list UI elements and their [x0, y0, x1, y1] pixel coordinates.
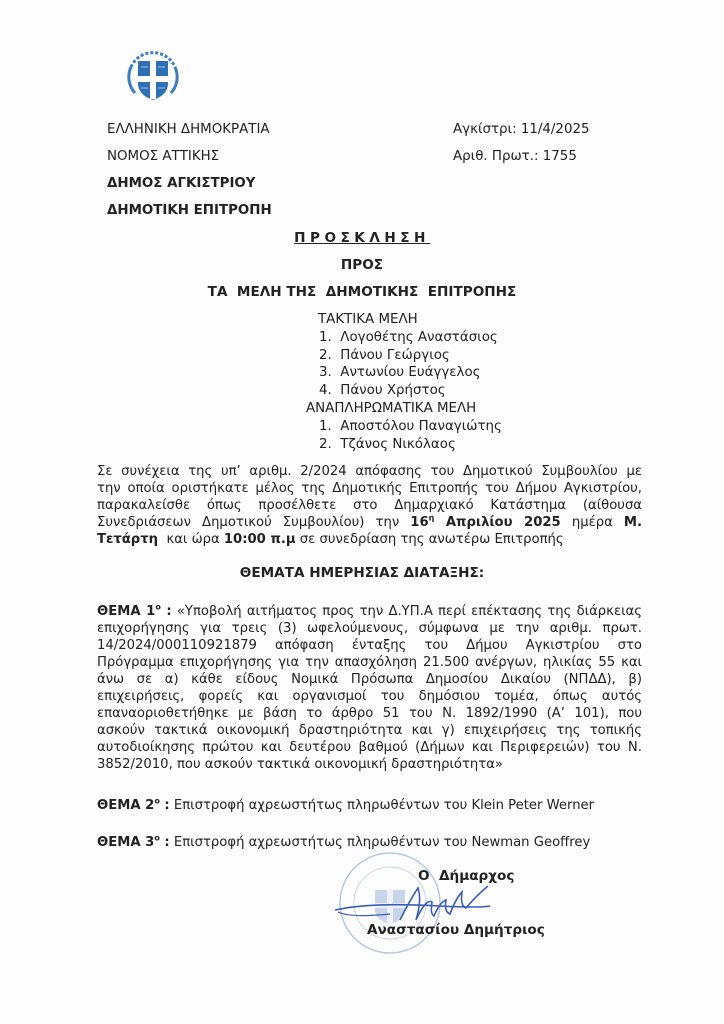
text: Επιστροφή αχρεωστήτως πληρωθέντων του Newman Geoffrey: [169, 835, 591, 850]
item-label: ΘΕΜΑ 2: [97, 798, 155, 813]
protocol-number: Αριθ. Πρωτ.: 1755: [453, 149, 577, 164]
invitation-paragraph: [97, 463, 642, 548]
item-colon: :: [159, 798, 170, 813]
paragraph-line: επιχορήγησης για τρεις (3) ωφελούμενους, σύμφωνα με την αριθμ. πρωτ.: [97, 621, 642, 636]
paragraph-line: την οποία οριστήκατε μέλος της Δημοτικής Επιτροπής του Δήμου Αγκιστρίου,: [97, 481, 642, 496]
text: Συνεδριάσεων Δημοτικού Συμβουλίου) την: [97, 515, 411, 530]
alternate-members-label: ΑΝΑΠΛΗΡΩΜΑΤΙΚΑ ΜΕΛΗ: [306, 400, 477, 416]
paragraph-line: Σε συνέχεια της υπ’ αριθμ. 2/2024 απόφασης του Δημοτικού Συμβουλίου με: [97, 464, 642, 479]
weekday-prefix: Μ.: [623, 515, 643, 530]
agenda-item-1: [97, 603, 642, 773]
paragraph-line: παρακαλείσθε όπως προσέλθετε στο Δημαρχιακό Κατάστημα (αίθουσα: [97, 498, 642, 513]
text: ημέρα: [560, 515, 624, 530]
item-ordinal: ο: [154, 833, 160, 843]
paragraph-line: [97, 603, 642, 620]
item-ordinal: ο: [155, 602, 161, 612]
member-item: 1. Αποστόλου Παναγιώτης: [319, 418, 502, 434]
item-label: ΘΕΜΑ 3: [97, 835, 155, 850]
item-colon: :: [160, 604, 172, 619]
item-label: ΘΕΜΑ 1: [97, 604, 156, 619]
member-item: 2. Τζάνος Νικόλαος: [319, 436, 456, 452]
agenda-item-2: [97, 797, 594, 814]
agenda-heading: ΘΕΜΑΤΑ ΗΜΕΡΗΣΙΑΣ ΔΙΑΤΑΞΗΣ:: [239, 565, 485, 581]
paragraph-line: [97, 531, 642, 548]
document-title: ΠΡΟΣΚΛΗΣΗ: [294, 230, 430, 246]
paragraph-line: επιχειρήσεις, φορείς και οργανισμοί του δημόσιου τομέα, όπως αυτός: [97, 689, 642, 704]
member-item: 1. Λογοθέτης Αναστάσιος: [319, 329, 498, 345]
text: «Υποβολή αιτήματος προς την Δ.ΥΠ.Α περί επέκτασης της διάρκειας: [171, 604, 642, 619]
item-ordinal: ο: [154, 796, 160, 806]
meeting-time: 10:00 π.μ: [223, 532, 296, 547]
item-colon: :: [159, 835, 170, 850]
meeting-weekday: Τετάρτη: [97, 532, 159, 547]
paragraph-line: 14/2024/000110921879 απόφαση ένταξης του Δήμου Αγκιστρίου στο: [97, 638, 642, 653]
regular-members-label: ΤΑΚΤΙΚΑ ΜΕΛΗ: [318, 312, 418, 327]
signatory-role: Ο Δήμαρχος: [418, 868, 515, 884]
text: σε συνεδρίαση της ανωτέρω Επιτροπής: [295, 532, 564, 547]
meeting-day: 16: [410, 515, 429, 530]
paragraph-line: ασκούν τακτικά οικονομική δραστηριότητα και γ) επιχειρήσεις της τοπικής: [97, 723, 642, 738]
letterhead-committee: ΔΗΜΟΤΙΚΗ ΕΠΙΤΡΟΠΗ: [107, 203, 272, 218]
letterhead-country: ΕΛΛΗΝΙΚΗ ΔΗΜΟΚΡΑΤΙΑ: [107, 122, 270, 137]
place-date: Αγκίστρι: 11/4/2025: [453, 122, 590, 137]
paragraph-line: Πρόγραμμα επιχορήγησης για την απασχόληση 21.500 ανέργων, ηλικίας 55 και: [97, 655, 642, 670]
day-suffix: η: [428, 513, 435, 523]
text: και ώρα: [158, 532, 224, 547]
heading-recipients: ΤΑ ΜΕΛΗ ΤΗΣ ΔΗΜΟΤΙΚΗΣ ΕΠΙΤΡΟΠΗΣ: [207, 284, 517, 300]
letterhead-prefecture: ΝΟΜΟΣ ΑΤΤΙΚΗΣ: [107, 149, 220, 164]
paragraph-line: αυτοδιοίκησης πρώτου και δευτέρου βαθμού (Δήμων και Περιφερειών) του Ν.: [97, 740, 642, 755]
letterhead-municipality: ΔΗΜΟΣ ΑΓΚΙΣΤΡΙΟΥ: [107, 176, 256, 191]
heading-to: ΠΡΟΣ: [340, 257, 384, 273]
text: Επιστροφή αχρεωστήτως πληρωθέντων του Klein Peter Werner: [169, 798, 595, 813]
paragraph-line: άνω σε α) κάθε είδους Νομικά Πρόσωπα Δημοσίου Δικαίου (ΝΠΔΔ), β): [97, 672, 642, 687]
members-list: [306, 311, 502, 453]
member-item: 3. Αντωνίου Ευάγγελος: [319, 365, 481, 381]
paragraph-line: 3852/2010, που ασκούν τακτικά οικονομική δραστηριότητα»: [97, 757, 503, 772]
member-item: 2. Πάνου Γεώργιος: [319, 347, 450, 363]
meeting-month-year: Απριλίου 2025: [434, 515, 561, 530]
paragraph-line: επαναοριοθετήθηκε με βάση το άρθρο 51 του Ν. 1892/1990 (Α’ 101), που: [97, 706, 642, 721]
signatory-name: Αναστασίου Δημήτριος: [367, 922, 545, 938]
member-item: 4. Πάνου Χρήστος: [319, 383, 446, 399]
paragraph-line: [97, 514, 642, 531]
greek-coat-of-arms-icon: [121, 45, 185, 109]
